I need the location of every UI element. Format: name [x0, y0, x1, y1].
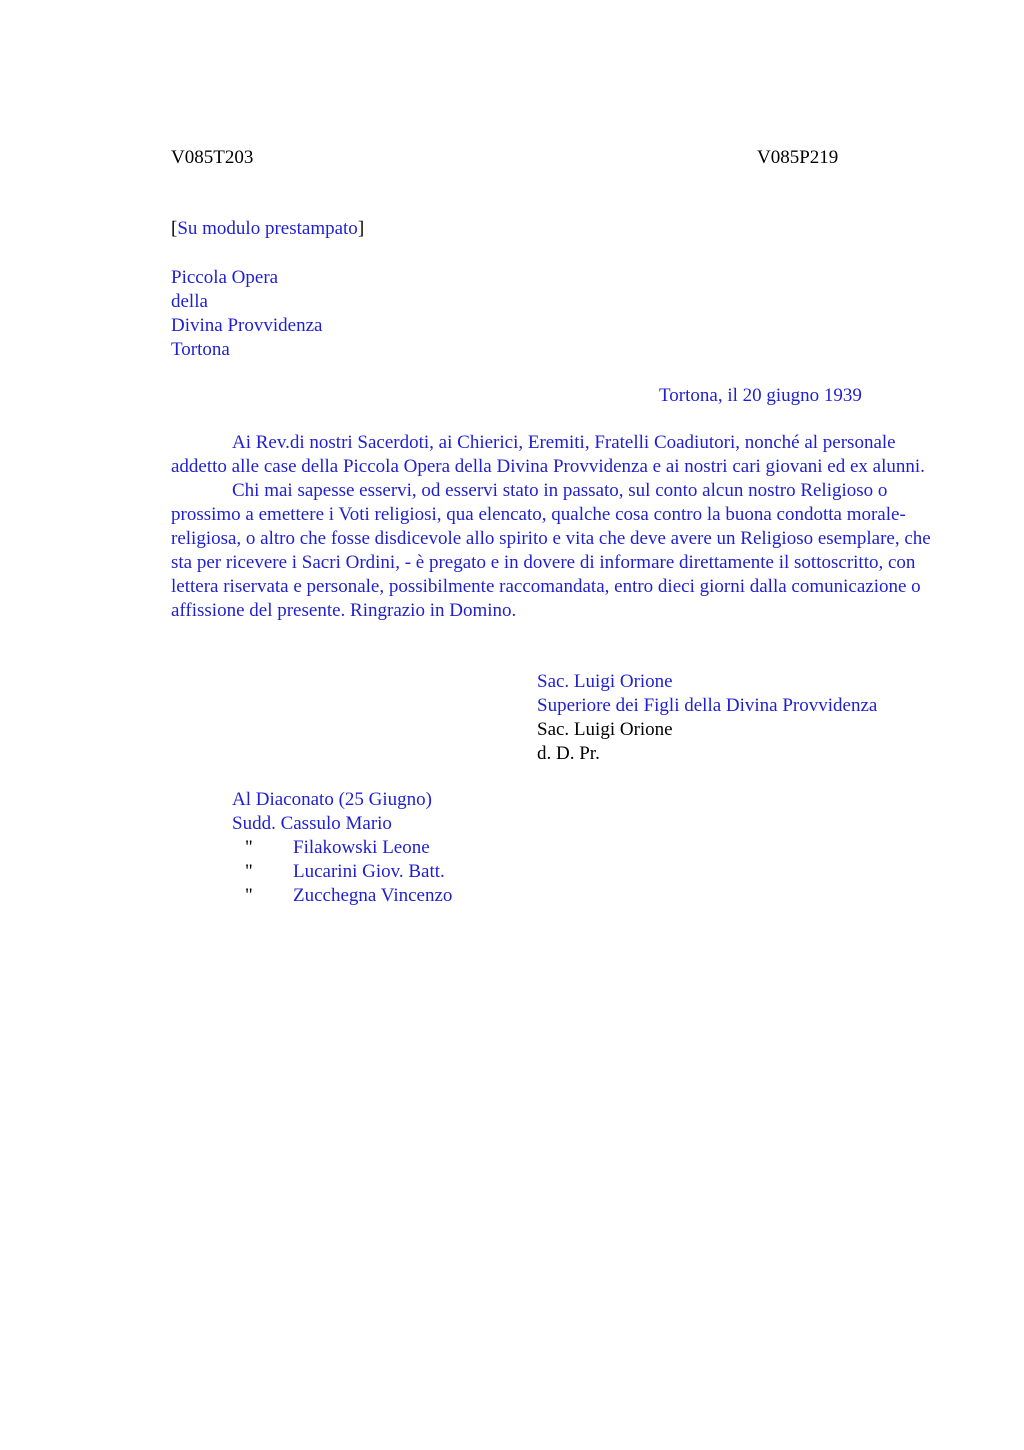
letterhead-line: Tortona	[171, 339, 230, 360]
letterhead-line: Piccola Opera	[171, 267, 279, 288]
ordinand-name: Filakowski Leone	[293, 837, 430, 858]
letter-body	[171, 431, 933, 623]
signature-block	[537, 670, 877, 766]
ordinand-name: Zucchegna Vincenzo	[293, 885, 453, 906]
document-code-left: V085T203	[171, 147, 254, 168]
ditto-mark: "	[245, 885, 253, 906]
signature-name-signed: Sac. Luigi Orione	[537, 719, 673, 740]
note-bracket-open: [	[171, 218, 178, 239]
ordination-list	[232, 788, 453, 908]
body-paragraph: Ai Rev.di nostri Sacerdoti, ai Chierici, Eremiti, Fratelli Coadiutori, nonché al personale addetto alle case della Piccola Opera della Divina Provvidenza e ai nostri cari giovani ed ex alunni.	[171, 432, 925, 477]
editorial-note	[171, 217, 364, 241]
ditto-mark: "	[245, 861, 253, 882]
letterhead-line: della	[171, 291, 208, 312]
ordination-heading: Al Diaconato (25 Giugno)	[232, 789, 432, 810]
ditto-mark: "	[245, 837, 253, 858]
list-item	[232, 836, 432, 860]
body-paragraph: Chi mai sapesse esservi, od esservi stato in passato, sul conto alcun nostro Religioso o prossimo a emettere i Voti religiosi, qua elencato, qualche cosa contro la buona condotta morale-religiosa, o altro che fosse disdicevole allo spirito e vita che deve avere un Religioso esemplare, che sta per ricevere i Sacri Ordini, - è pregato e in dovere di informare direttamente il sottoscritto, con lettera riservata e personale, possibilmente raccomandata, entro dieci giorni dalla comunicazione o affissione del presente. Ringrazio in Domino.	[171, 480, 931, 621]
signature-title: Superiore dei Figli della Divina Provvidenza	[537, 695, 878, 716]
letterhead-line: Divina Provvidenza	[171, 315, 323, 336]
letterhead	[171, 266, 322, 362]
signature-name-printed: Sac. Luigi Orione	[537, 671, 673, 692]
signature-suffix: d. D. Pr.	[537, 743, 600, 764]
ordinand-name: Lucarini Giov. Batt.	[293, 861, 445, 882]
document-code-right: V085P219	[757, 147, 839, 168]
ordination-first: Sudd. Cassulo Mario	[232, 813, 392, 834]
note-bracket-close: ]	[357, 218, 365, 239]
list-item	[232, 860, 445, 884]
note-text: Su modulo prestampato	[177, 218, 358, 239]
date-line: Tortona, il 20 giugno 1939	[659, 385, 862, 406]
list-item	[232, 884, 453, 908]
